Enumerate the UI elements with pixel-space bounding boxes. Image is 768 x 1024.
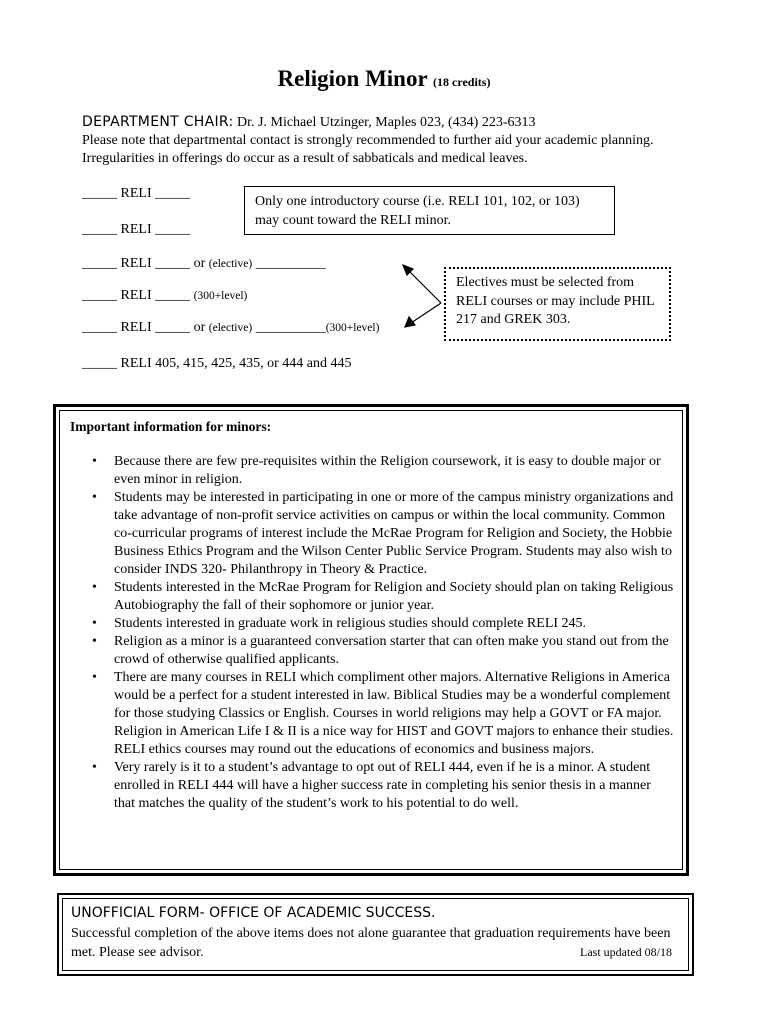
requirement-line-3-blank: __________ xyxy=(252,256,326,271)
arrow-down-line xyxy=(411,303,441,323)
footer-title: UNOFFICIAL FORM- OFFICE OF ACADEMIC SUCCESS. xyxy=(71,905,436,921)
elective-label: (elective) xyxy=(208,258,253,270)
list-item: • Students may be interested in participating in one or more of the campus ministry organizations and take advantage of non-profit service activities on campus or within the local community. Common co-curricular programs of interest include the McRae Program for Religion and Society, the Hobbie Business Ethics Program and the Wilson Center Public Service Program. Students may also wish to consider INDS 320- Philanthropy in Theory & Practice. xyxy=(70,489,675,579)
department-chair-contact: Dr. J. Michael Utzinger, Maples 023, (434) 223-6313 xyxy=(233,115,536,130)
requirement-line-3-main: _____ RELI _____ or xyxy=(82,256,209,271)
title-text: Religion Minor xyxy=(277,66,428,91)
footer-inner xyxy=(62,898,689,971)
electives-note: Electives must be selected from RELI courses or may include PHIL 217 and GREK 303. xyxy=(444,267,671,341)
important-info-title: Important information for minors: xyxy=(70,419,272,434)
elective-label: (elective) xyxy=(208,322,253,334)
requirement-line-1: _____ RELI _____ xyxy=(82,186,191,201)
intro-course-note: Only one introductory course (i.e. RELI 101, 102, or 103) may count toward the RELI minor. xyxy=(244,186,615,235)
credits-label: (18 credits) xyxy=(433,75,491,89)
list-item: • Students interested in the McRae Program for Religion and Society should plan on taking Religious Autobiography the fall of their sophomore or junior year. xyxy=(70,579,675,615)
requirement-line-2: _____ RELI _____ xyxy=(82,222,191,237)
level-label: (300+level) xyxy=(325,322,380,334)
arrow-down-head xyxy=(405,317,415,327)
footer-text: Successful completion of the above items does not alone guarantee that graduation requirements have been met. Please see advisor. xyxy=(71,926,671,960)
list-item: • Because there are few pre-requisites within the Religion coursework, it is easy to double major or even minor in religion. xyxy=(70,453,675,489)
list-item: • There are many courses in RELI which compliment other majors. Alternative Religions in America would be a perfect for a student interested in law. Biblical Studies may be a wonderful complement for those studying Classics or English. Courses in world religions may help a GOVT or FA major. Religion in American Life I & II is a nice way for HIST and GOVT majors to enhance their studies. RELI ethics courses may round out the educations of economics and business majors. xyxy=(70,669,675,759)
requirement-line-5-blank: __________ xyxy=(252,320,326,335)
level-label: (300+level) xyxy=(193,290,248,302)
list-item: • Religion as a minor is a guaranteed conversation starter that can often make you stand out from the crowd of otherwise qualified applicants. xyxy=(70,633,675,669)
requirement-line-4-main: _____ RELI _____ xyxy=(82,288,194,303)
requirement-line-6: _____ RELI 405, 415, 425, 435, or 444 and 445 xyxy=(82,356,352,371)
requirement-line-5-main: _____ RELI _____ or xyxy=(82,320,209,335)
department-note: Please note that departmental contact is strongly recommended to further aid your academic planning. Irregularities in offerings do occur as a result of sabbaticals and medical leaves. xyxy=(82,133,654,166)
important-info-inner xyxy=(59,410,683,870)
department-chair-label: DEPARTMENT CHAIR: xyxy=(82,114,234,130)
arrow-up-line xyxy=(408,270,441,303)
list-item: • Very rarely is it to a student’s advantage to opt out of RELI 444, even if he is a minor. A student enrolled in RELI 444 will have a higher success rate in completing his senior thesis in a manner that matches the quality of the student’s work to his potential to do well. xyxy=(70,759,675,813)
footer-box xyxy=(57,893,694,976)
last-updated: Last updated 08/18 xyxy=(580,945,672,959)
list-item: • Students interested in graduate work in religious studies should complete RELI 245. xyxy=(70,615,675,633)
important-info-box xyxy=(53,404,689,876)
important-info-list xyxy=(70,453,675,813)
